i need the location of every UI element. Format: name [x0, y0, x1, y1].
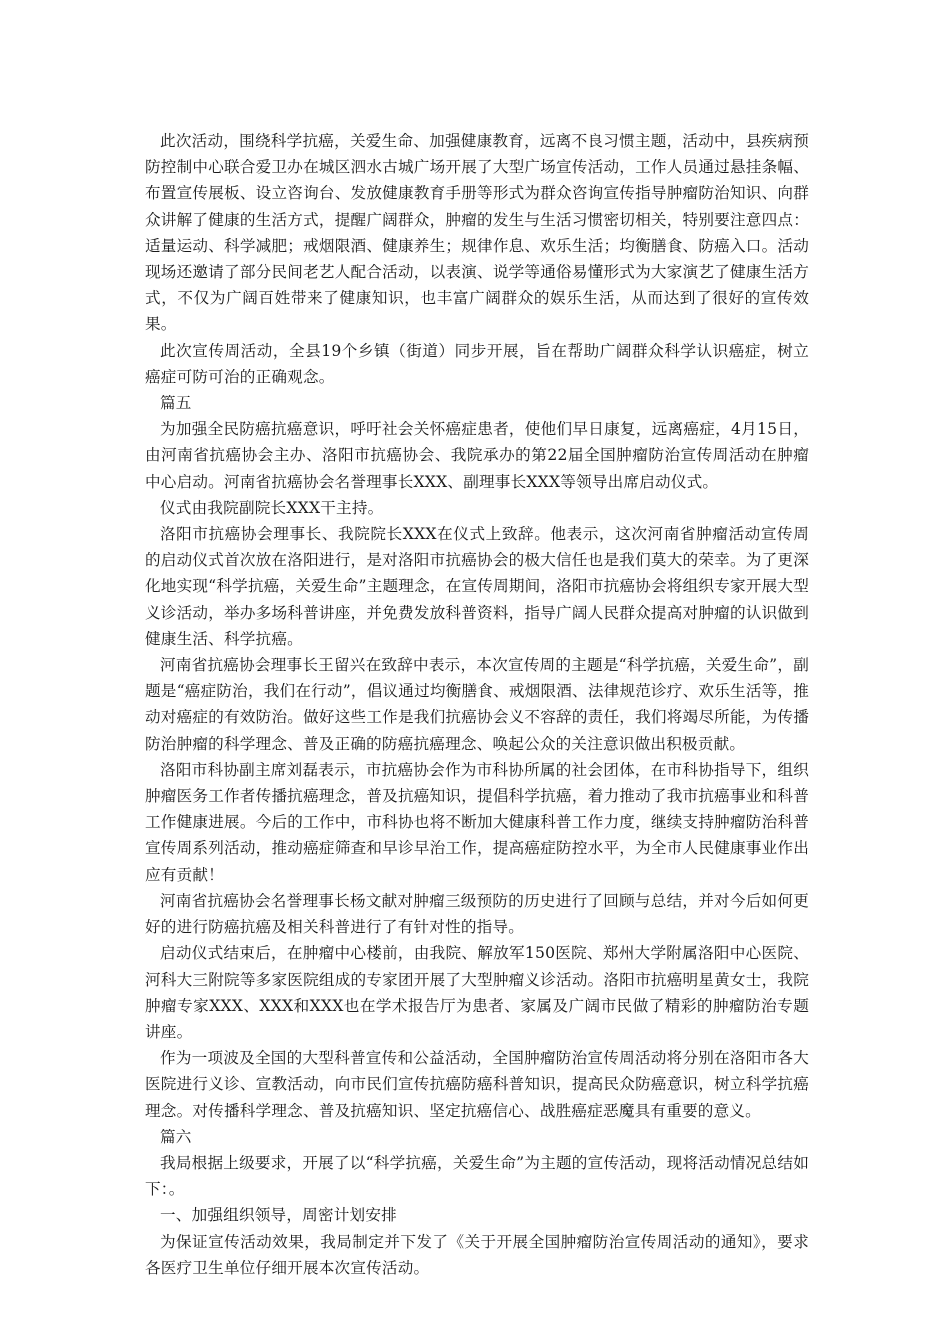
paragraph-science-assoc-speech: 洛阳市科协副主席刘磊表示，市抗癌协会作为市科协所属的社会团体，在市科协指导下，组织肿瘤医务工作者传播抗癌理念，普及抗癌知识，提倡科学抗癌，着力推动了我市抗癌事业和科普工作健康进展。今后的工作中，市科协也将不断加大健康科普工作力度，继续支持肿瘤防治科普宣传周系列活动，推动癌症筛查和早诊早治工作，提高癌症防控水平，为全市人民健康事业作出应有贡献！ — [145, 760, 809, 884]
paragraph-notice-issued: 为保证宣传活动效果，我局制定并下发了《关于开展全国肿瘤防治宣传周活动的通知》，要求各医疗卫生单位仔细开展本次宣传活动。 — [145, 1232, 809, 1277]
paragraph-launch-intro: 为加强全民防癌抗癌意识，呼吁社会关怀癌症患者，使他们早日康复，远离癌症，4月15日，由河南省抗癌协会主办、洛阳市抗癌协会、我院承办的第22届全国肿瘤防治宣传周活动在肿瘤中心启动。河南省抗癌协会名誉理事长XXX、副理事长XXX等领导出席启动仪式。 — [145, 420, 809, 491]
paragraph-honorary-review: 河南省抗癌协会名誉理事长杨文献对肿瘤三级预防的历史进行了回顾与总结，并对今后如何更好的进行防癌抗癌及相关科普进行了有针对性的指导。 — [145, 891, 809, 937]
paragraph-significance: 作为一项波及全国的大型科普宣传和公益活动，全国肿瘤防治宣传周活动将分别在洛阳市各大医院进行义诊、宣教活动，向市民们宣传抗癌防癌科普知识，提高民众防癌意识，树立科学抗癌理念。对传播科学理念、普及抗癌知识、坚定抗癌信心、战胜癌症恶魔具有重要的意义。 — [145, 1049, 809, 1120]
paragraph-henan-speech: 河南省抗癌协会理事长王留兴在致辞中表示，本次宣传周的主题是“科学抗癌，关爱生命”，副题是“癌症防治，我们在行动”，倡议通过均衡膳食、戒烟限酒、法律规范诊疗、欢乐生活等，推动对癌症的有效防治。做好这些工作是我们抗癌协会义不容辞的责任，我们将竭尽所能，为传播防治肿瘤的科学理念、普及正确的防癌抗癌理念、唤起公众的关注意识做出积极贡献。 — [145, 656, 809, 753]
paragraph-bureau-summary: 我局根据上级要求，开展了以“科学抗癌，关爱生命”为主题的宣传活动，现将活动情况总结如下：。 — [145, 1153, 809, 1199]
subheading-organization: 一、加强组织领导，周密计划安排 — [160, 1206, 397, 1225]
section-heading-part-six: 篇六 — [160, 1127, 192, 1146]
paragraph-free-clinic: 启动仪式结束后，在肿瘤中心楼前，由我院、解放军150医院、郑州大学附属洛阳中心医院、河科大三附院等多家医院组成的专家团开展了大型肿瘤义诊活动。洛阳市抗癌明星黄女士，我院肿瘤专家XXX、XXX和XXX也在学术报告厅为患者、家属及广阔市民做了精彩的肿瘤防治专题讲座。 — [145, 944, 809, 1041]
paragraph-luoyang-speech: 洛阳市抗癌协会理事长、我院院长XXX在仪式上致辞。他表示，这次河南省肿瘤活动宣传周的启动仪式首次放在洛阳进行，是对洛阳市抗癌协会的极大信任也是我们莫大的荣幸。为了更深化地实现“科学抗癌，关爱生命”主题理念，在宣传周期间，洛阳市抗癌协会将组织专家开展大型义诊活动，举办多场科普讲座，并免费发放科普资料，指导广阔人民群众提高对肿瘤的认识做到健康生活、科学抗癌。 — [145, 525, 809, 648]
section-heading-part-five: 篇五 — [160, 394, 192, 413]
paragraph-county-participation: 此次宣传周活动，全县19个乡镇（街道）同步开展，旨在帮助广阔群众科学认识癌症，树立癌症可防可治的正确观念。 — [145, 341, 809, 386]
paragraph-activity-summary: 此次活动，围绕科学抗癌，关爱生命、加强健康教育，远离不良习惯主题，活动中，县疾病预防控制中心联合爱卫办在城区泗水古城广场开展了大型广场宣传活动，工作人员通过悬挂条幅、布置宣传展板、设立咨询台、发放健康教育手册等形式为群众咨询宣传指导肿瘤防治知识、向群众讲解了健康的生活方式，提醒广阔群众，肿瘤的发生与生活习惯密切相关，特别要注意四点：适量运动、科学减肥；戒烟限酒、健康养生；规律作息、欢乐生活；均衡膳食、防癌入口。活动现场还邀请了部分民间老艺人配合活动，以表演、说学等通俗易懂形式为大家演艺了健康生活方式，不仅为广阔百姓带来了健康知识，也丰富广阔群众的娱乐生活，从而达到了很好的宣传效果。 — [145, 132, 809, 334]
paragraph-host: 仪式由我院副院长XXX干主持。 — [160, 498, 384, 517]
document-body — [145, 128, 809, 1281]
